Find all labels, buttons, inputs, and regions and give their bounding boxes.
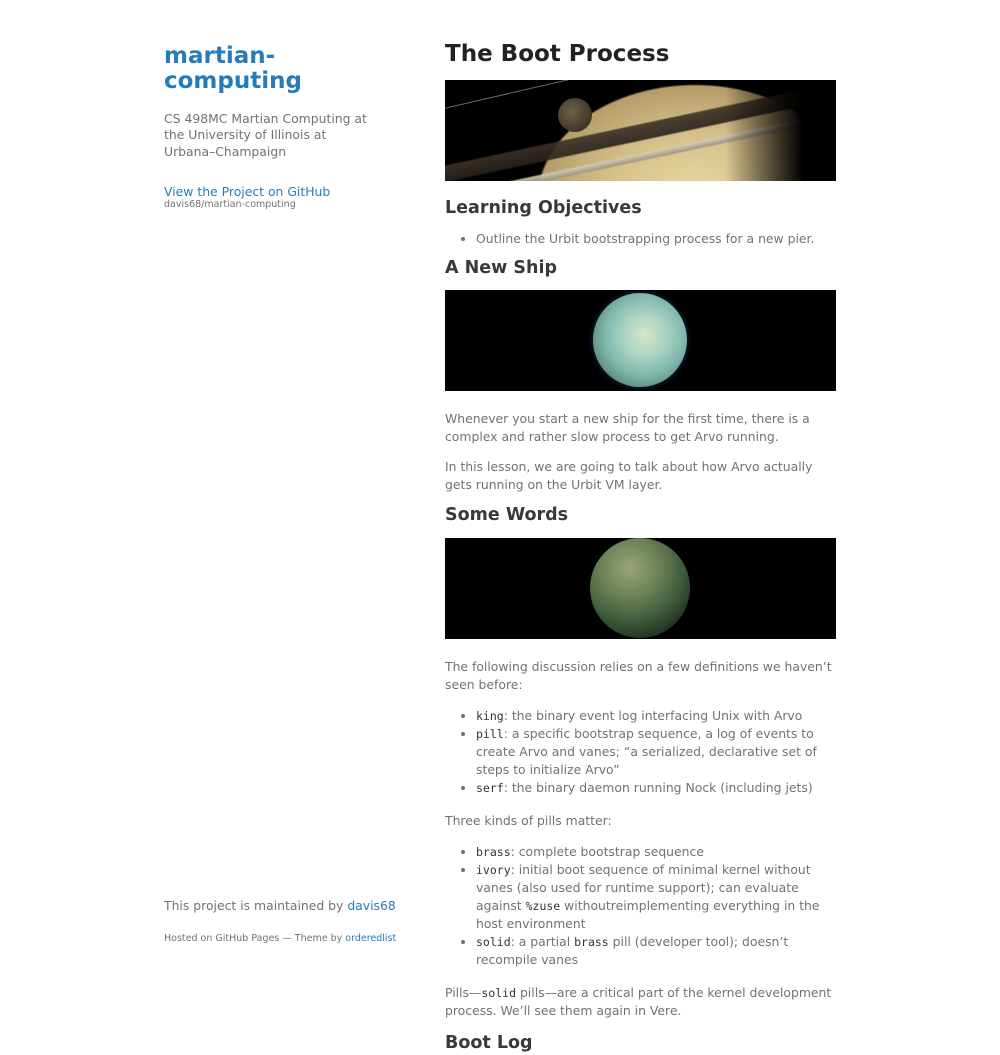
list-item xyxy=(476,779,836,797)
titan-planet xyxy=(593,293,687,387)
paragraph-whenever: Whenever you start a new ship for the first time, there is a complex and rather slow process to get Arvo running. xyxy=(445,411,810,445)
paragraph-pills xyxy=(445,984,836,1020)
github-repo-name: davis68/martian-computing xyxy=(164,198,296,210)
hosted-prefix: Hosted on GitHub Pages — Theme by xyxy=(164,933,343,944)
site-title-line1[interactable]: martian- xyxy=(164,43,276,69)
heading-some-words: Some Words xyxy=(445,505,569,526)
pill-text: pill (developer tool); doesn’t recompile vanes xyxy=(476,933,789,967)
list-item xyxy=(476,933,836,969)
pill-text: : complete bootstrap sequence xyxy=(510,843,704,859)
paragraph-lesson: In this lesson, we are going to talk about how Arvo actually gets running on the Urbit VM layer. xyxy=(445,459,813,493)
maintainer-note xyxy=(164,897,396,915)
list-item: • Outline the Urbit bootstrapping process for a new pier. xyxy=(476,230,836,248)
theme-author-link[interactable]: orderedlist xyxy=(345,933,397,944)
maintainer-link[interactable]: davis68 xyxy=(347,898,396,913)
site-title-line2[interactable]: computing xyxy=(164,68,302,95)
heading-new-ship: A New Ship xyxy=(445,257,557,278)
term-brass: brass xyxy=(476,844,511,859)
code-solid: solid xyxy=(481,985,516,1000)
titan-crescent xyxy=(590,538,690,638)
hosted-note xyxy=(164,932,396,946)
pills-list xyxy=(445,843,836,969)
code-zuse: %zuse xyxy=(525,898,561,913)
site-title[interactable] xyxy=(164,44,369,95)
list-item xyxy=(476,843,836,861)
heading-learning-objectives: Learning Objectives xyxy=(445,197,642,218)
list-item xyxy=(476,861,836,933)
term-solid: solid xyxy=(476,934,511,949)
pills-prefix: Pills— xyxy=(445,984,482,1000)
list-item xyxy=(476,725,836,779)
def-text: : a specific bootstrap sequence, a log of events to create Arvo and vanes; “a serialized, declarative set of steps to initialize Arvo” xyxy=(476,726,817,777)
pill-text: : initial boot sequence of minimal kernel without vanes (also used for runtime support); can evaluate against xyxy=(476,861,811,913)
saturn-banner-image xyxy=(445,80,836,181)
def-text: : the binary daemon running Nock (including jets) xyxy=(503,779,813,795)
def-text: : the binary event log interfacing Unix with Arvo xyxy=(503,708,803,724)
maintained-prefix: This project is maintained by xyxy=(164,898,344,913)
list-item xyxy=(476,707,836,725)
definitions-list xyxy=(445,707,836,797)
objectives-list xyxy=(445,230,836,248)
titan-banner-image xyxy=(445,290,836,391)
pill-text: withoutreimplementing everything in the host environment xyxy=(476,897,820,931)
image-fade xyxy=(725,80,836,181)
code-brass: brass xyxy=(574,934,609,949)
view-on-github-link[interactable]: View the Project on GitHub xyxy=(164,183,331,199)
paragraph-three-kinds: Three kinds of pills matter: xyxy=(445,812,612,828)
titan-crescent-image xyxy=(445,538,836,639)
pill-text: : a partial xyxy=(510,933,575,949)
term-pill: pill xyxy=(476,727,504,742)
page-title: The Boot Process xyxy=(445,41,670,67)
term-serf: serf xyxy=(476,780,504,795)
titan-moon xyxy=(558,98,592,132)
pills-suffix: pills—are a critical part of the kernel development process. We’ll see them again in Vere. xyxy=(445,984,832,1018)
heading-boot-log: Boot Log xyxy=(445,1032,533,1053)
site-description: CS 498MC Martian Computing at the University of Illinois at Urbana–Champaign xyxy=(164,110,367,160)
main-content xyxy=(445,40,836,1055)
paragraph-discussion: The following discussion relies on a few definitions we haven’t seen before: xyxy=(445,659,832,693)
site-title-link[interactable] xyxy=(164,43,302,94)
term-ivory: ivory xyxy=(476,862,511,877)
term-king: king xyxy=(476,709,504,724)
sidebar xyxy=(164,44,369,211)
